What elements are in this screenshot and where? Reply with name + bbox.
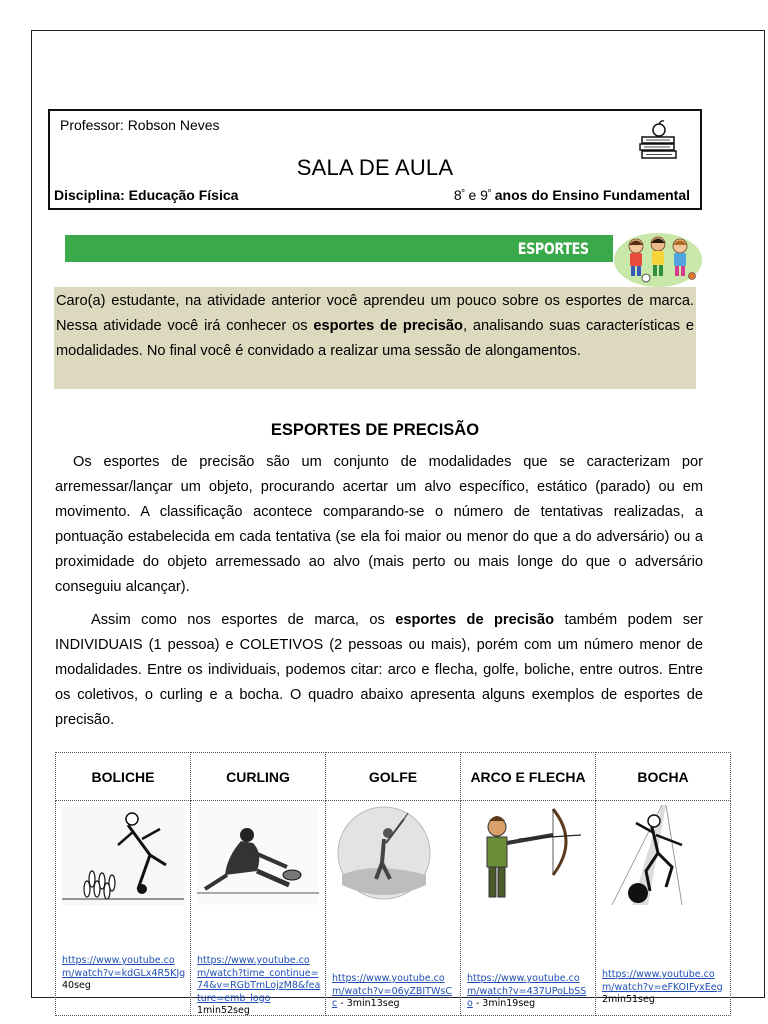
sports-banner	[65, 235, 613, 262]
youtube-link[interactable]: https://www.youtube.com/watch?v=eFKOIFyxEeg	[602, 969, 723, 993]
video-link-box: https://www.youtube.com/watch?v=437UPoLbSSo - 3min19seg	[467, 973, 587, 1009]
banner-label: ESPORTES	[518, 239, 589, 258]
video-duration: 2min51seg	[602, 994, 655, 1005]
bocce-illustration	[602, 805, 724, 905]
youtube-link[interactable]: https://www.youtube.com/watch?v=kdGLx4R5KJg	[62, 955, 186, 979]
sports-table	[55, 752, 731, 1016]
video-duration: 40seg	[62, 980, 91, 991]
column-header: CURLING	[191, 753, 326, 801]
intro-box: Caro(a) estudante, na atividade anterior você aprendeu um pouco sobre os esportes de marca. Nessa atividade você irá conhecer os esportes de precisão, analisando suas características e modalidades. No final você é convidado a realizar uma sessão de alongamentos.	[54, 287, 696, 389]
youtube-link[interactable]: https://www.youtube.com/watch?v=06yZBITWsCc	[332, 973, 452, 1009]
video-link-box	[602, 969, 726, 1007]
table-body-row	[56, 801, 731, 1016]
youtube-link[interactable]: https://www.youtube.com/watch?v=437UPoLbSSo	[467, 973, 587, 1009]
section-title: ESPORTES DE PRECISÃO	[270, 421, 480, 439]
youtube-link[interactable]: https://www.youtube.com/watch?time_continue=74&v=RGbTmLojzM8&feature=emb_logo	[197, 955, 321, 1004]
video-link-box	[197, 955, 321, 1018]
bowling-cell	[56, 801, 191, 1016]
archery-illustration	[467, 805, 589, 905]
column-header: BOCHA	[596, 753, 731, 801]
bocce-cell	[596, 801, 731, 1016]
discipline: Disciplina: Educação Física	[54, 187, 239, 203]
video-duration: 3min19seg	[482, 998, 536, 1009]
video-duration: 3min13seg	[346, 998, 400, 1009]
column-header: GOLFE	[326, 753, 461, 801]
paragraph-categories: Assim como nos esportes de marca, os esportes de precisão também podem ser INDIVIDUAIS (1 pessoa) e COLETIVOS (2 pessoas ou mais), porém com um número menor de modalidades. Entre os individuais, podemos citar: arco e flecha, golfe, boliche, entre outros. Entre os coletivos, o curling e a bocha. O quadro abaixo apresenta alguns exemplos de esportes de precisão.	[55, 612, 703, 728]
curling-illustration	[197, 805, 319, 905]
professor-name: Professor: Robson Neves	[60, 117, 220, 133]
bowling-illustration	[62, 805, 184, 905]
table-header-row	[56, 753, 731, 801]
golf-cell	[326, 801, 461, 1016]
grade-level: $8^º$ e $9^º$ anos do Ensino Fundamental	[453, 187, 690, 203]
header-box	[48, 109, 702, 210]
video-link-box	[62, 955, 186, 993]
kids-sports-illustration	[612, 226, 704, 288]
books-apple-icon	[636, 119, 680, 161]
column-header: BOLICHE	[56, 753, 191, 801]
video-link-box: https://www.youtube.com/watch?v=06yZBITWsCc - 3min13seg	[332, 973, 452, 1009]
column-header: ARCO E FLECHA	[461, 753, 596, 801]
video-duration: 1min52seg	[197, 1005, 250, 1016]
paragraph-definition: Os esportes de precisão são um conjunto de modalidades que se caracterizam por arremessar/lançar um objeto, procurando acertar um alvo específico, estático (parado) ou em movimento. A classificação acontece comparando-se o número de tentativas realizadas, a pontuação estabelecida em cada tentativa (se ela foi maior ou menor do que a do adversário) ou a proximidade do objeto arremessado ao alvo (mais perto ou mais longe do que o adversário conseguiu alcançar).	[55, 454, 703, 595]
archery-cell	[461, 801, 596, 1016]
golf-illustration	[332, 805, 454, 905]
curling-cell	[191, 801, 326, 1016]
page-title: SALA DE AULA	[296, 155, 454, 180]
